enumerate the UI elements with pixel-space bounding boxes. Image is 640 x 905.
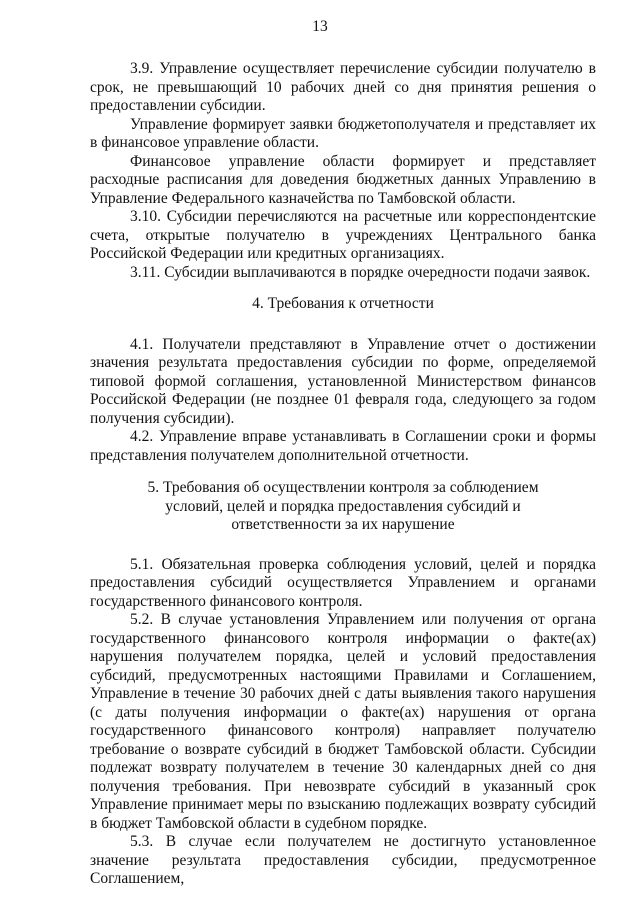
document-body: [90, 60, 596, 889]
paragraph-4-2: 4.2. Управление вправе устанавливать в Соглашении сроки и формы представления получателем дополнительной отчетности.: [90, 428, 596, 464]
section-5-heading-line: ответственности за их нарушение: [231, 516, 455, 533]
paragraph-3-10: 3.10. Субсидии перечисляются на расчетные или корреспондентские счета, открытые получателю в учреждениях Центрального банка Российской Федерации или кредитных организациях.: [90, 208, 596, 262]
paragraph-5-3: 5.3. В случае если получателем не достигнуто установленное значение результата предоставления субсидии, предусмотренное Соглашением,: [90, 833, 596, 887]
paragraph-expense-schedules: Финансовое управление области формирует и представляет расходные расписания для доведения бюджетных данных Управлению в Управление Федерального казначейства по Тамбовской области.: [90, 152, 596, 207]
paragraph-applications: Управление формирует заявки бюджетополучателя и представляет их в финансовое управление области.: [90, 115, 596, 151]
page-number: 13: [312, 18, 328, 35]
paragraph-3-9: 3.9. Управление осуществляет перечисление субсидии получателю в срок, не превышающий 10 рабочих дней со дня принятия решения о предоставлении субсидии.: [90, 60, 596, 114]
section-5-heading-line: условий, целей и порядка предоставления субсидий и: [165, 497, 521, 515]
paragraph-5-1: 5.1. Обязательная проверка соблюдения условий, целей и порядка предоставления субсидий осуществляется Управлением и органами государственного финансового контроля.: [90, 555, 596, 610]
section-4-heading: 4. Требования к отчетности: [252, 295, 434, 312]
paragraph-5-2: 5.2. В случае установления Управлением или получения от органа государственного финансового контроля информации о факте(ах) нарушения получателем порядка, целей и условий предоставления субсидий, предусмотренных настоящими Правилами и Соглашением, Управление в течение 30 рабочих дней с даты выявления такого нарушения (с даты получения информации о факте(ах) нарушения от органа государственного финансового контроля) направляет получателю требование о возврате субсидий в бюджет Тамбовской области. Субсидии подлежат возврату получателем в течение 30 календарных дней со дня получения требования. При невозврате субсидий в указанный срок Управление принимает меры по взысканию подлежащих возврату субсидий в бюджет Тамбовской области в судебном порядке.: [90, 611, 596, 832]
section-5-heading: [90, 479, 596, 535]
paragraph-3-11: 3.11. Субсидии выплачиваются в порядке очередности подачи заявок.: [130, 263, 591, 281]
section-5-heading-line: 5. Требования об осуществлении контроля за соблюдением: [147, 479, 539, 496]
paragraph-4-1: 4.1. Получатели представляют в Управление отчет о достижении значения результата предоставления субсидии по форме, определяемой типовой формой соглашения, установленной Министерством финансов Российской Федерации (не позднее 01 февраля года, следующего за годом получения субсидии).: [90, 335, 596, 427]
